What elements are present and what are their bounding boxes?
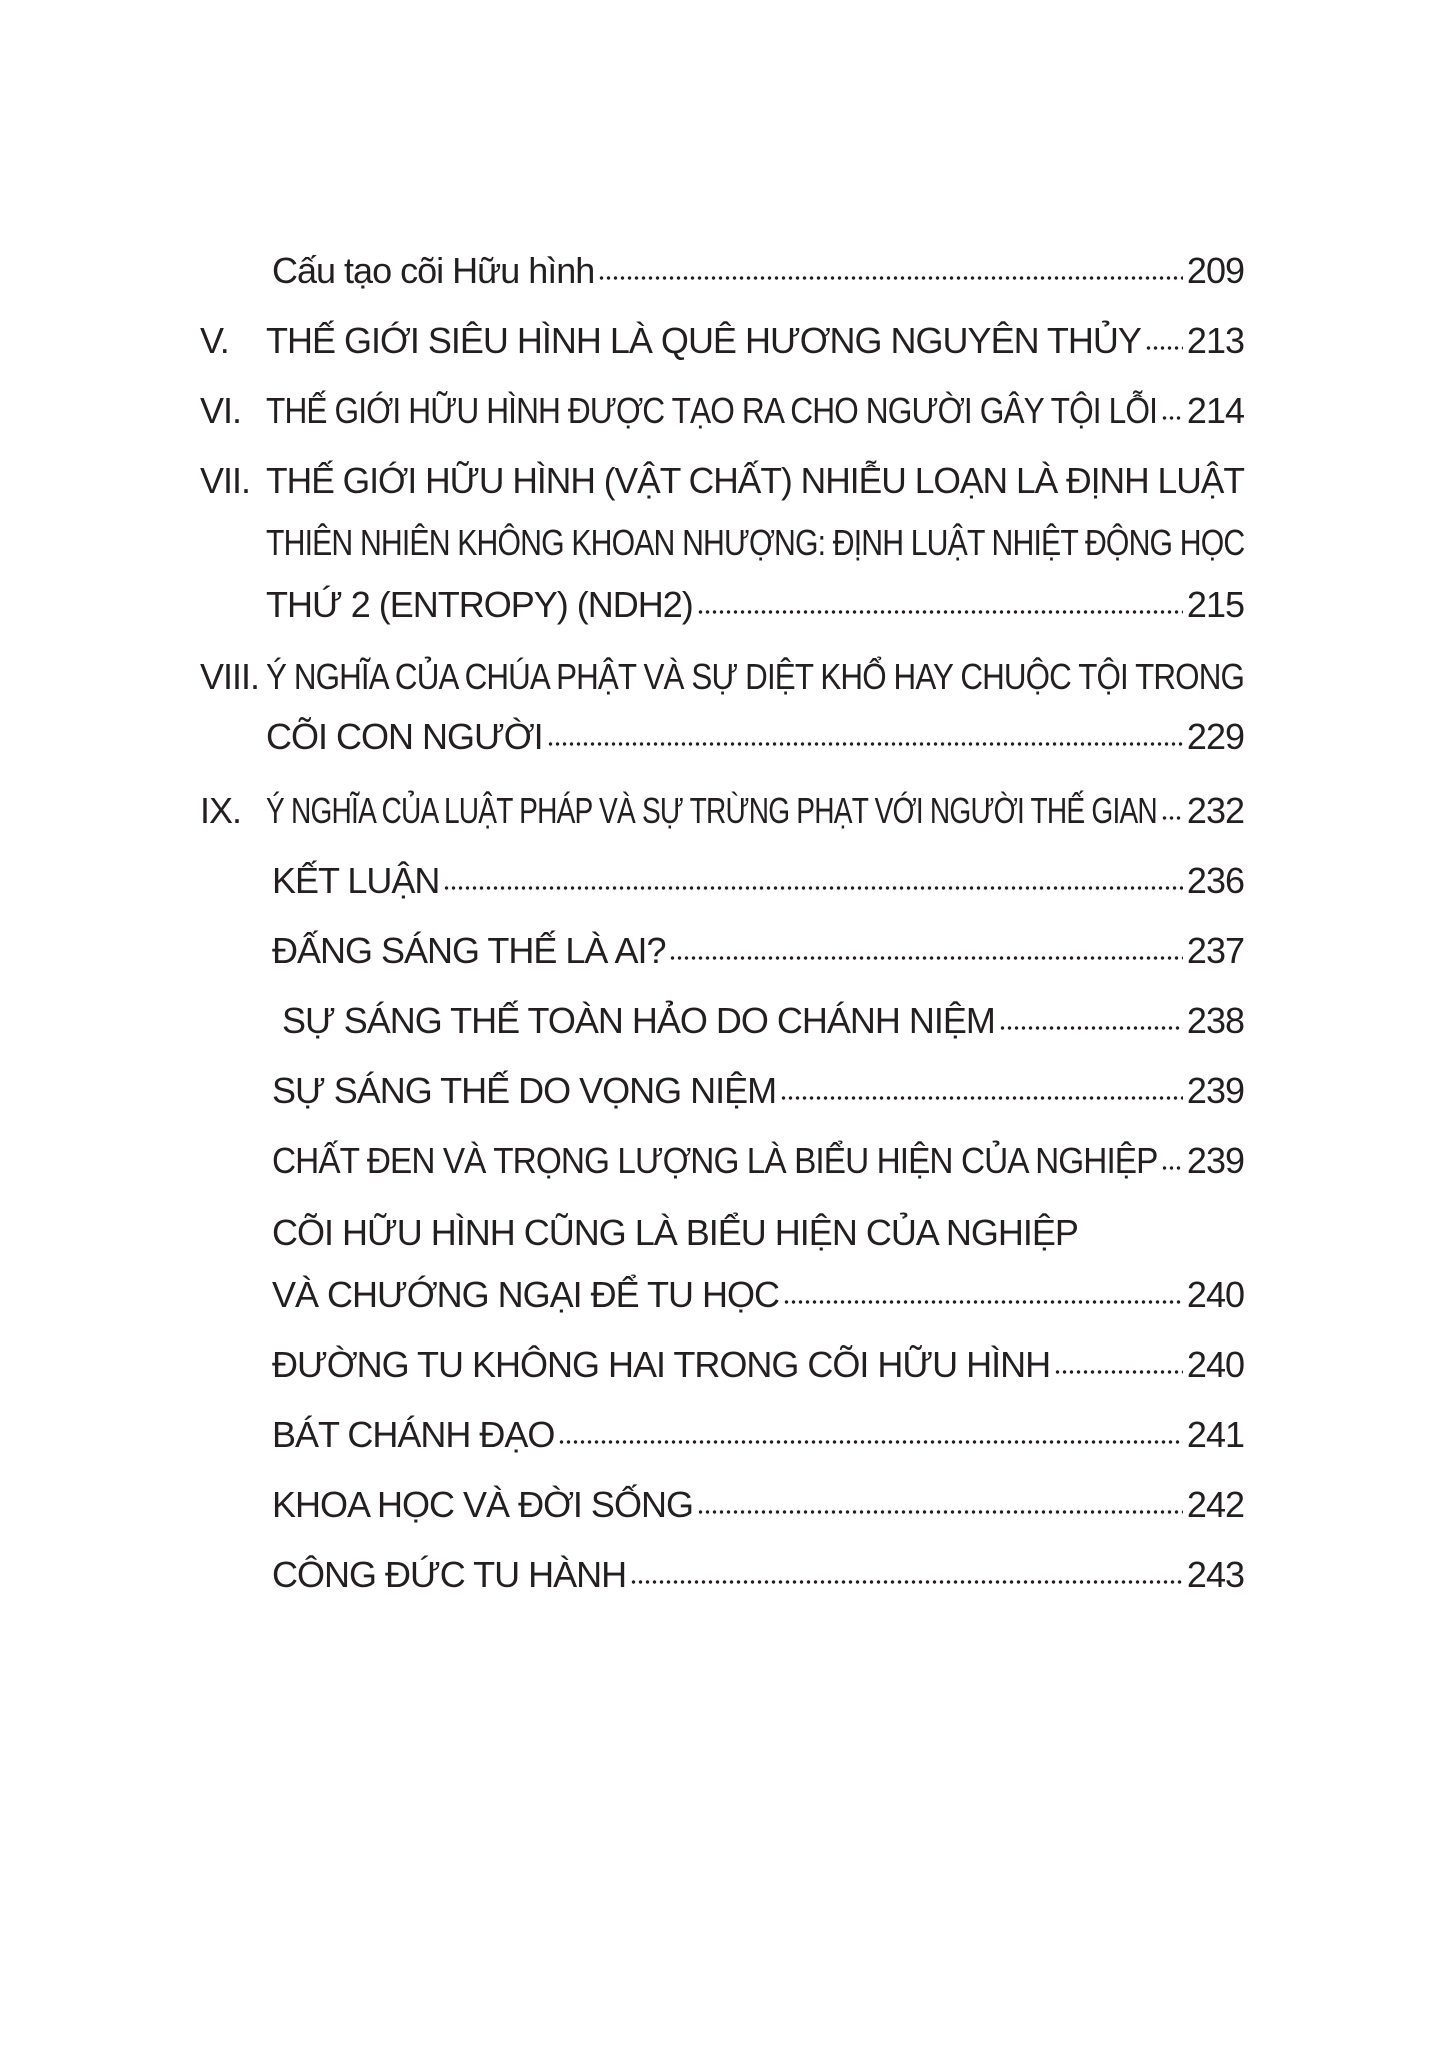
toc-entry[interactable] <box>0 1480 1448 1530</box>
toc-entry-page: 213 <box>1186 320 1244 361</box>
dot-leader <box>697 1508 1183 1516</box>
toc-entry[interactable] <box>0 1410 1448 1460</box>
toc-entry-title: Ý NGHĨA CỦA LUẬT PHÁP VÀ SỰ TRỪNG PHẠT VỚI NGƯỜI THẾ GIAN <box>266 790 1157 831</box>
toc-entry[interactable] <box>0 786 1448 836</box>
toc-entry-title: SỰ SÁNG THẾ TOÀN HẢO DO CHÁNH NIỆM <box>282 1000 995 1041</box>
toc-entry[interactable] <box>0 996 1448 1046</box>
toc-entry-title-line: CÕI HỮU HÌNH CŨNG LÀ BIỂU HIỆN CỦA NGHIỆP <box>272 1212 1078 1253</box>
toc-entry[interactable] <box>0 856 1448 906</box>
toc-entry[interactable] <box>0 1066 1448 1116</box>
toc-entry[interactable] <box>0 246 1448 296</box>
toc-entry-title: Cấu tạo cõi Hữu hình <box>272 250 595 291</box>
toc-entry[interactable] <box>0 1136 1448 1186</box>
toc-entry-page: 229 <box>1186 716 1244 757</box>
dot-leader <box>1145 344 1183 352</box>
dot-leader <box>1054 1368 1183 1376</box>
toc-entry-number: V. <box>200 320 229 361</box>
dot-leader <box>999 1024 1183 1032</box>
toc-entry-page: 243 <box>1186 1554 1244 1595</box>
toc-entry-number: IX. <box>200 790 242 831</box>
toc-entry-continuation[interactable] <box>0 1270 1448 1320</box>
toc-entry[interactable] <box>0 1340 1448 1390</box>
dot-leader <box>443 884 1183 892</box>
toc-entry-title: THẾ GIỚI SIÊU HÌNH LÀ QUÊ HƯƠNG NGUYÊN THỦY <box>266 320 1141 361</box>
toc-entry-continuation[interactable] <box>0 518 1448 568</box>
toc-entry-number: VII. <box>200 460 251 501</box>
toc-entry-title: BÁT CHÁNH ĐẠO <box>272 1414 555 1455</box>
toc-entry-title-line: Ý NGHĨA CỦA CHÚA PHẬT VÀ SỰ DIỆT KHỔ HAY CHUỘC TỘI TRONG <box>266 656 1244 697</box>
toc-entry-page: 242 <box>1186 1484 1244 1525</box>
toc-entry-title: CHẤT ĐEN VÀ TRỌNG LƯỢNG LÀ BIỂU HIỆN CỦA NGHIỆP <box>272 1140 1158 1181</box>
toc-entry[interactable] <box>0 1550 1448 1600</box>
toc-entry-number: VIII. <box>200 656 260 697</box>
dot-leader <box>1161 814 1183 822</box>
dot-leader <box>783 1298 1183 1306</box>
dot-leader <box>598 274 1183 282</box>
toc-entry-title: ĐẤNG SÁNG THẾ LÀ AI? <box>272 930 666 971</box>
dot-leader <box>697 608 1183 616</box>
dot-leader <box>1161 1164 1183 1172</box>
dot-leader <box>630 1578 1183 1586</box>
toc-entry-title: SỰ SÁNG THẾ DO VỌNG NIỆM <box>272 1070 777 1111</box>
toc-entry-page: 237 <box>1186 930 1244 971</box>
toc-entry-page: 239 <box>1186 1140 1244 1181</box>
toc-entry-page: 236 <box>1186 860 1244 901</box>
toc-entry-page: 241 <box>1186 1414 1244 1455</box>
toc-entry-title: KẾT LUẬN <box>272 860 440 901</box>
toc-entry[interactable] <box>0 386 1448 436</box>
toc-entry-page: 239 <box>1186 1070 1244 1111</box>
dot-leader <box>780 1094 1183 1102</box>
toc-entry-continuation[interactable] <box>0 712 1448 762</box>
toc-entry-page: 215 <box>1186 584 1244 625</box>
toc-entry-page: 209 <box>1186 250 1244 291</box>
toc-entry-title: THỨ 2 (ENTROPY) (NDH2) <box>266 584 693 625</box>
toc-entry[interactable] <box>0 316 1448 366</box>
toc-entry[interactable] <box>0 456 1448 506</box>
dot-leader <box>1161 414 1183 422</box>
toc-entry-title: VÀ CHƯỚNG NGẠI ĐỂ TU HỌC <box>272 1274 779 1315</box>
toc-entry-page: 232 <box>1186 790 1244 831</box>
toc-entry-page: 240 <box>1186 1344 1244 1385</box>
toc-entry-page: 214 <box>1186 390 1244 431</box>
toc-entry-title: CÕI CON NGƯỜI <box>266 716 543 757</box>
dot-leader <box>547 740 1183 748</box>
toc-entry-continuation[interactable] <box>0 580 1448 630</box>
toc-entry-number: VI. <box>200 390 242 431</box>
toc-entry[interactable] <box>0 652 1448 702</box>
toc-entry-page: 240 <box>1186 1274 1244 1315</box>
toc-entry-title-line: THẾ GIỚI HỮU HÌNH (VẬT CHẤT) NHIỄU LOẠN LÀ ĐỊNH LUẬT <box>266 460 1245 501</box>
toc-entry-page: 238 <box>1186 1000 1244 1041</box>
toc-entry[interactable] <box>0 926 1448 976</box>
toc-entry-title: KHOA HỌC VÀ ĐỜI SỐNG <box>272 1484 693 1525</box>
toc-entry-title: THẾ GIỚI HỮU HÌNH ĐƯỢC TẠO RA CHO NGƯỜI GÂY TỘI LỖI <box>266 390 1157 431</box>
toc-entry-title: ĐƯỜNG TU KHÔNG HAI TRONG CÕI HỮU HÌNH <box>272 1344 1051 1385</box>
dot-leader <box>558 1438 1183 1446</box>
dot-leader <box>669 954 1182 962</box>
toc-entry-title: CÔNG ĐỨC TU HÀNH <box>272 1554 627 1595</box>
toc-entry[interactable] <box>0 1208 1448 1258</box>
toc-entry-title-line: THIÊN NHIÊN KHÔNG KHOAN NHƯỢNG: ĐỊNH LUẬT NHIỆT ĐỘNG HỌC <box>266 522 1245 563</box>
